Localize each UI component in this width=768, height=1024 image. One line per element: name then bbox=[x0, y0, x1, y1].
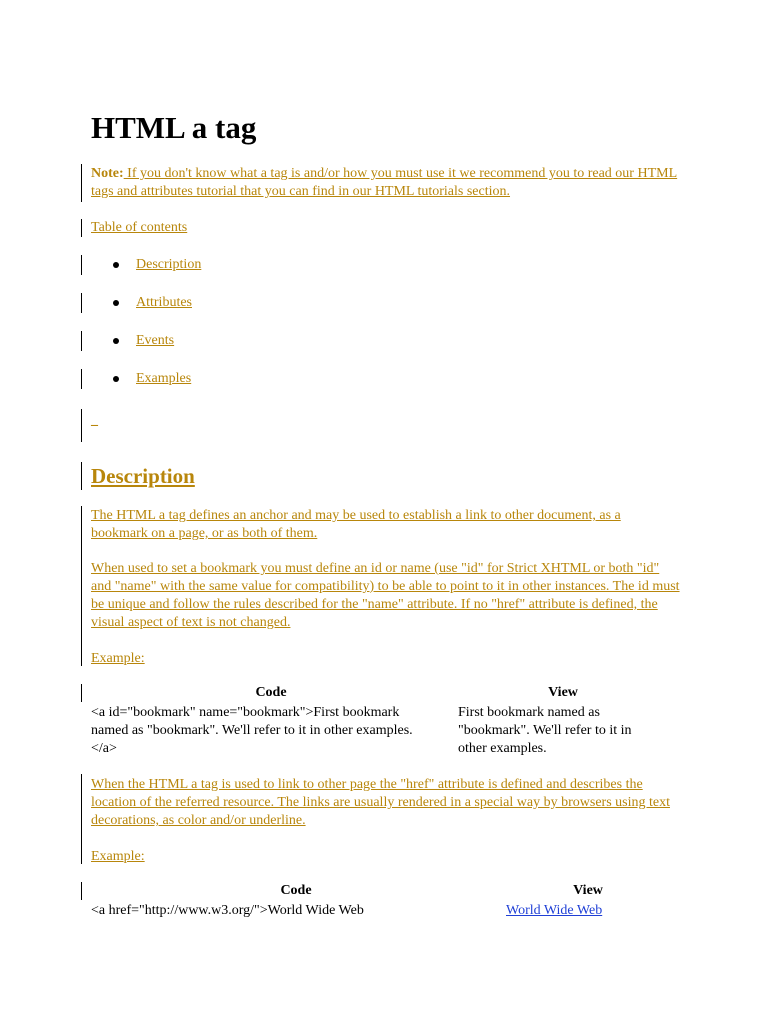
view-cell: First bookmark named as "bookmark". We'll refer to it in other examples. bbox=[458, 705, 632, 756]
view-column-header: View bbox=[548, 685, 578, 700]
margin-bar bbox=[81, 882, 82, 900]
description-paragraph-1[interactable]: The HTML a tag defines an anchor and may be used to establish a link to other document, as a bookmark on a page, or as both of them. bbox=[91, 508, 621, 541]
bullet-icon bbox=[113, 338, 119, 344]
toc-item-examples[interactable]: Examples bbox=[136, 371, 192, 386]
note-paragraph[interactable] bbox=[91, 165, 681, 201]
bullet-icon bbox=[113, 376, 119, 382]
example-table-2 bbox=[91, 882, 681, 922]
example-table-1 bbox=[91, 684, 681, 764]
code-cell: <a href="http://www.w3.org/">World Wide Web bbox=[91, 903, 364, 918]
page-title: HTML a tag bbox=[91, 110, 257, 145]
note-label: Note: bbox=[91, 166, 124, 181]
view-column-header: View bbox=[573, 883, 603, 898]
margin-bar bbox=[81, 164, 82, 202]
toc-item-description[interactable]: Description bbox=[136, 257, 202, 272]
bullet-icon bbox=[113, 262, 119, 268]
world-wide-web-link[interactable]: World Wide Web bbox=[506, 903, 603, 918]
margin-bar bbox=[81, 255, 82, 275]
note-link[interactable]: If you don't know what a tag is and/or how you must use it we recommend you to read our HTML tags and attributes tutorial that you can find in our HTML tutorials section. bbox=[91, 166, 678, 199]
example-label-2[interactable]: Example: bbox=[91, 849, 145, 864]
margin-bar bbox=[81, 409, 82, 442]
code-column-header: Code bbox=[280, 883, 312, 898]
code-column-header: Code bbox=[255, 685, 287, 700]
margin-bar bbox=[81, 293, 82, 313]
margin-bar bbox=[81, 684, 82, 702]
margin-bar bbox=[81, 369, 82, 389]
bullet-icon bbox=[113, 300, 119, 306]
stray-link[interactable]: _ bbox=[91, 413, 98, 428]
view-cell bbox=[506, 902, 676, 920]
example-label-1[interactable]: Example: bbox=[91, 651, 145, 666]
toc-item-attributes[interactable]: Attributes bbox=[136, 295, 192, 310]
margin-bar bbox=[81, 219, 82, 237]
margin-bar bbox=[81, 462, 82, 490]
description-paragraph-2[interactable]: When used to set a bookmark you must define an id or name (use "id" for Strict XHTML or both "id" and "name" with the same value for compatibility) to be able to point to it in other instances. The id must be unique and follow the rules described for the "name" attribute. If no "href" attribute is defined, the visual aspect of text is not changed. bbox=[91, 561, 680, 630]
toc-item-events[interactable]: Events bbox=[136, 333, 175, 348]
section-heading-description[interactable]: Description bbox=[91, 464, 195, 488]
code-cell: <a id="bookmark" name="bookmark">First bookmark named as "bookmark". We'll refer to it in other examples.</a> bbox=[91, 705, 413, 756]
margin-bar bbox=[81, 506, 82, 666]
margin-bar bbox=[81, 331, 82, 351]
margin-bar bbox=[81, 774, 82, 864]
toc-link[interactable]: Table of contents bbox=[91, 220, 188, 235]
description-paragraph-3[interactable]: When the HTML a tag is used to link to other page the "href" attribute is defined and describes the location of the referred resource. The links are usually rendered in a special way by browsers using text decorations, as color and/or underline. bbox=[91, 777, 670, 828]
